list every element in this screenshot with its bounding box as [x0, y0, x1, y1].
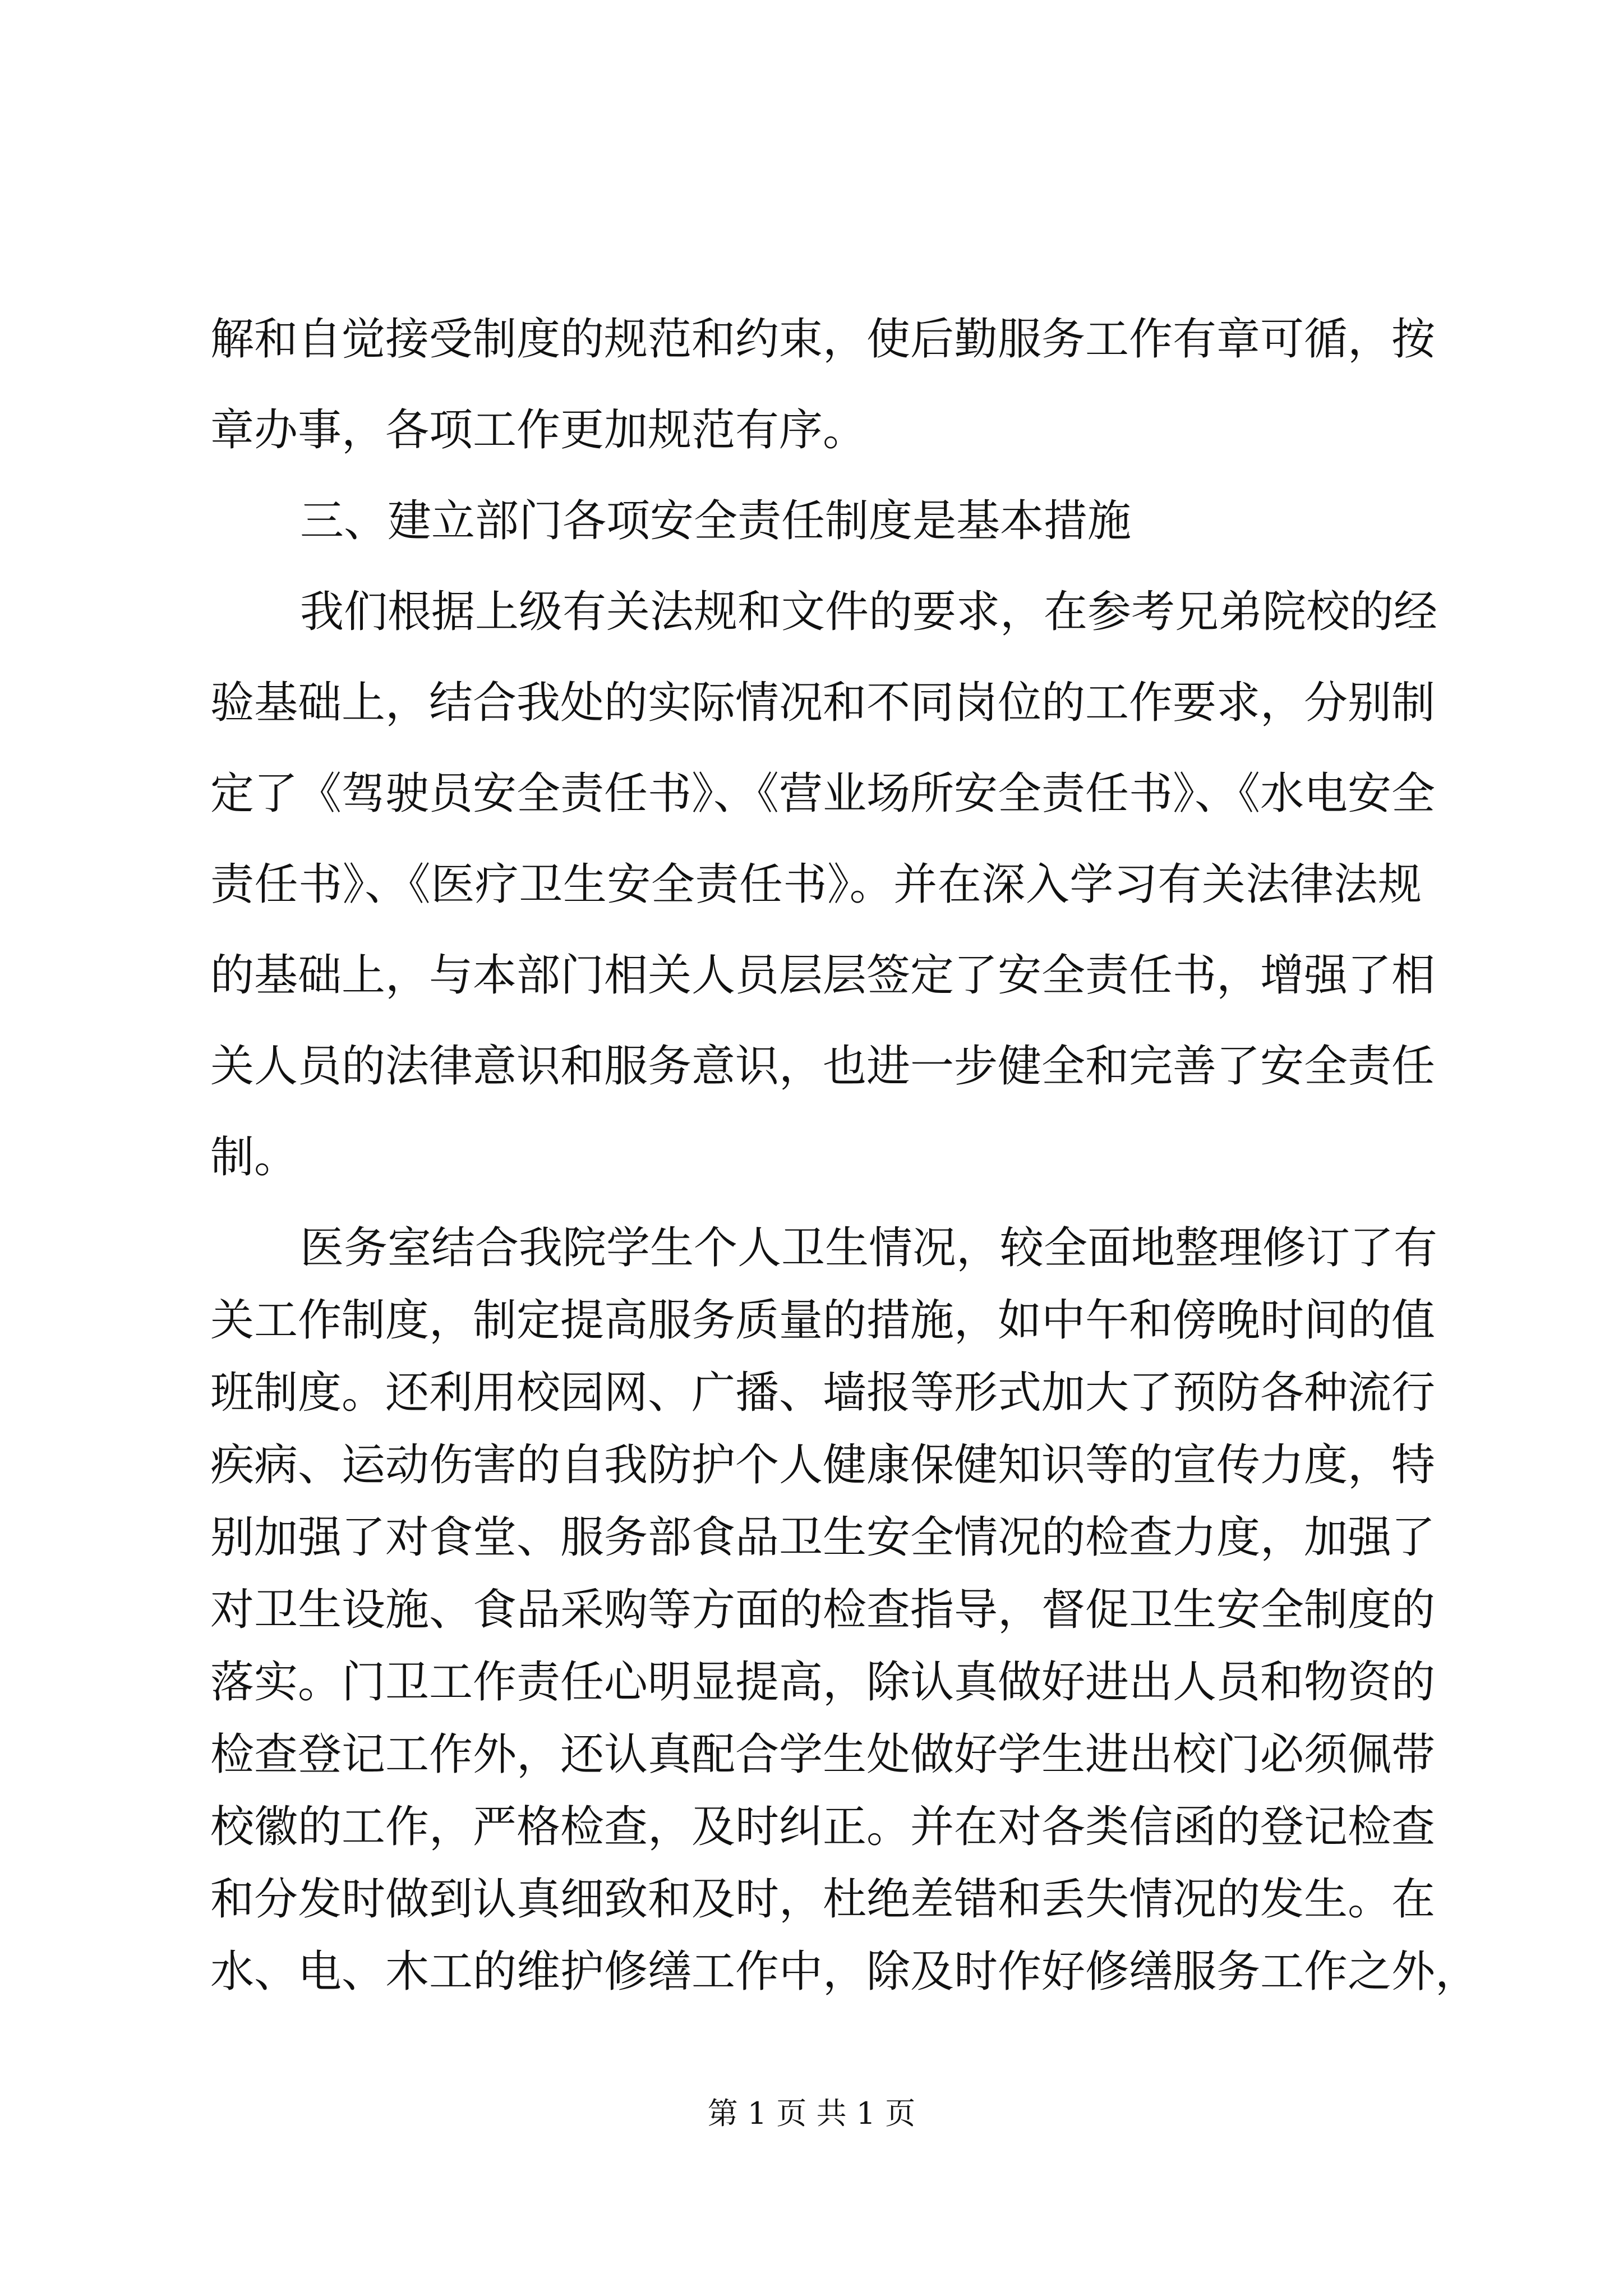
paragraph-line: 检查登记工作外，还认真配合学生处做好学生进出校门必须佩带	[210, 1729, 1436, 1780]
paragraph-line: 和分发时做到认真细致和及时，杜绝差错和丢失情况的发生。在	[210, 1874, 1436, 1925]
paragraph-line: 疾病、运动伤害的自我防护个人健康保健知识等的宣传力度，特	[210, 1440, 1436, 1490]
paragraph-line: 落实。门卫工作责任心明显提高，除认真做好进出人员和物资的	[210, 1657, 1436, 1708]
paragraph-line: 校徽的工作，严格检查，及时纠正。并在对各类信函的登记检查	[210, 1802, 1436, 1852]
paragraph-line: 定了《驾驶员安全责任书》、《营业场所安全责任书》、《水电安全	[210, 769, 1436, 819]
paragraph-line: 对卫生设施、食品采购等方面的检查指导，督促卫生安全制度的	[210, 1585, 1436, 1635]
paragraph-line: 关工作制度，制定提高服务质量的措施，如中午和傍晚时间的值	[210, 1295, 1436, 1346]
paragraph-line: 我们根据上级有关法规和文件的要求，在参考兄弟院校的经	[300, 587, 1438, 637]
section-heading: 三、建立部门各项安全责任制度是基本措施	[300, 496, 1132, 546]
paragraph-line: 制。	[210, 1132, 298, 1182]
paragraph-line: 别加强了对食堂、服务部食品卫生安全情况的检查力度，加强了	[210, 1512, 1436, 1563]
paragraph-line: 的基础上，与本部门相关人员层层签定了安全责任书，增强了相	[210, 950, 1436, 1001]
paragraph-line: 验基础上，结合我处的实际情况和不同岗位的工作要求，分别制	[210, 678, 1436, 728]
paragraph-line: 水、电、木工的维护修缮工作中，除及时作好修缮服务工作之外，	[210, 1947, 1479, 1997]
paragraph-line: 解和自觉接受制度的规范和约束，使后勤服务工作有章可循，按	[210, 314, 1436, 365]
page-number-footer: 第 1 页 共 1 页	[707, 2096, 916, 2131]
paragraph-line: 章办事，各项工作更加规范有序。	[210, 405, 867, 455]
paragraph-line: 关人员的法律意识和服务意识，也进一步健全和完善了安全责任	[210, 1041, 1436, 1092]
paragraph-line: 责任书》、《医疗卫生安全责任书》。并在深入学习有关法律法规	[210, 859, 1422, 910]
paragraph-line: 医务室结合我院学生个人卫生情况，较全面地整理修订了有	[300, 1223, 1438, 1273]
paragraph-line: 班制度。还利用校园网、广播、墙报等形式加大了预防各种流行	[210, 1368, 1436, 1418]
